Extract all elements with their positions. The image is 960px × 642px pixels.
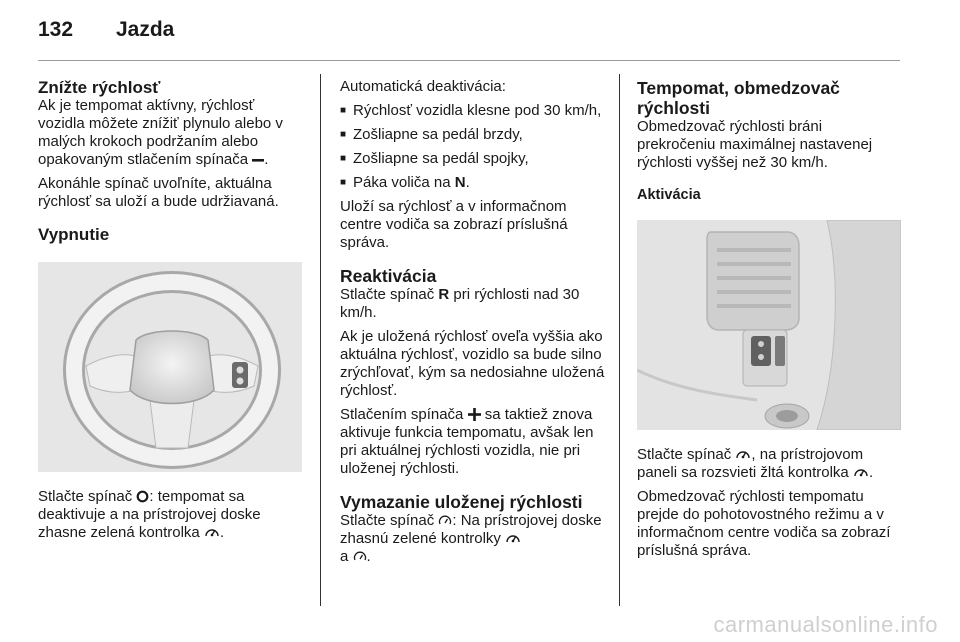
paragraph-standby: Obmedzovač rýchlosti tempomatu prejde do pohotovostného režimu a v informačnom centre vodiča sa zobrazí príslušná správa.	[637, 488, 891, 559]
paragraph-release-switch: Akonáhle spínač uvoľníte, aktuálna rýchlosť sa uloží a bude udržiavaná.	[38, 175, 279, 210]
speed-limiter-icon	[438, 514, 452, 527]
minus-icon	[252, 154, 264, 166]
heading-activation: Aktivácia	[637, 187, 701, 203]
plus-icon	[468, 408, 481, 421]
column-divider-left	[320, 74, 321, 606]
heading-clear-speed: Vymazanie uloženej rýchlosti	[340, 492, 583, 512]
heading-reduce-speed: Znížte rýchlosť	[38, 78, 161, 97]
dashboard-drawing	[637, 220, 901, 430]
list-item: ■ Páka voliča na N.	[340, 174, 608, 192]
paragraph-reduce-speed: Ak je tempomat aktívny, rýchlosť vozidla môžete znížiť plynulo alebo v malých krokoch podržaním alebo opakovaným stlačením spínača .	[38, 97, 283, 168]
power-ring-icon	[136, 490, 149, 503]
heading-speed-limiter: Tempomat, obmedzovač rýchlosti	[637, 78, 840, 118]
paragraph-switch-off: Stlačte spínač : tempomat sa deaktivuje a na prístrojovej doske zhasne zelená kontrolka .	[38, 488, 261, 541]
paragraph-reactivation-plus: Stlačením spínača sa taktiež znova aktivuje funkcia tempomatu, avšak len pri aktuálnej rýchlosti vozidla, nie pri uloženej rýchlosti.	[340, 406, 594, 477]
speedometer-icon	[853, 465, 869, 479]
header-divider	[38, 60, 900, 61]
heading-reactivation: Reaktivácia	[340, 266, 437, 286]
deactivation-list	[340, 102, 608, 192]
column-2	[340, 78, 608, 572]
speed-limiter-icon	[353, 550, 367, 563]
paragraph-speed-stored: Uloží sa rýchlosť a v informačnom centre vodiča sa zobrazí príslušná správa.	[340, 198, 568, 251]
steering-wheel-illustration	[38, 262, 302, 472]
dashboard-switch-illustration	[637, 220, 901, 430]
page-number: 132	[38, 18, 74, 41]
paragraph-reactivation-r: Stlačte spínač R pri rýchlosti nad 30 km/h.	[340, 286, 580, 321]
column-1	[38, 78, 304, 548]
watermark: carmanualsonline.info	[713, 612, 938, 637]
paragraph-auto-deactivation: Automatická deaktivácia:	[340, 78, 506, 95]
speedometer-icon	[505, 531, 521, 545]
list-item: ■ Zošliapne sa pedál spojky,	[340, 150, 608, 168]
list-item: ■ Zošliapne sa pedál brzdy,	[340, 126, 608, 144]
paragraph-reactivation-warning: Ak je uložená rýchlosť oveľa vyššia ako aktuálna rýchlosť, vozidlo sa bude silno zrýchľovať, kým sa nedosiahne uložená rýchlosť.	[340, 328, 605, 399]
column-3	[637, 78, 902, 566]
steering-wheel-drawing	[38, 262, 302, 472]
speedometer-icon	[204, 525, 220, 539]
list-item: ■ Rýchlosť vozidla klesne pod 30 km/h,	[340, 102, 608, 120]
heading-switch-off: Vypnutie	[38, 225, 110, 244]
chapter-title: Jazda	[116, 18, 175, 41]
column-divider-right	[619, 74, 620, 606]
paragraph-clear-speed: Stlačte spínač : Na prístrojovej doske zhasnú zelené kontrolky a .	[340, 512, 602, 565]
paragraph-activation: Stlačte spínač , na prístrojovom paneli sa rozsvieti žltá kontrolka .	[637, 446, 874, 481]
paragraph-speed-limiter: Obmedzovač rýchlosti bráni prekročeniu maximálnej nastavenej rýchlosti vyššej než 30 km/h.	[637, 118, 873, 171]
speedometer-icon	[735, 447, 751, 461]
